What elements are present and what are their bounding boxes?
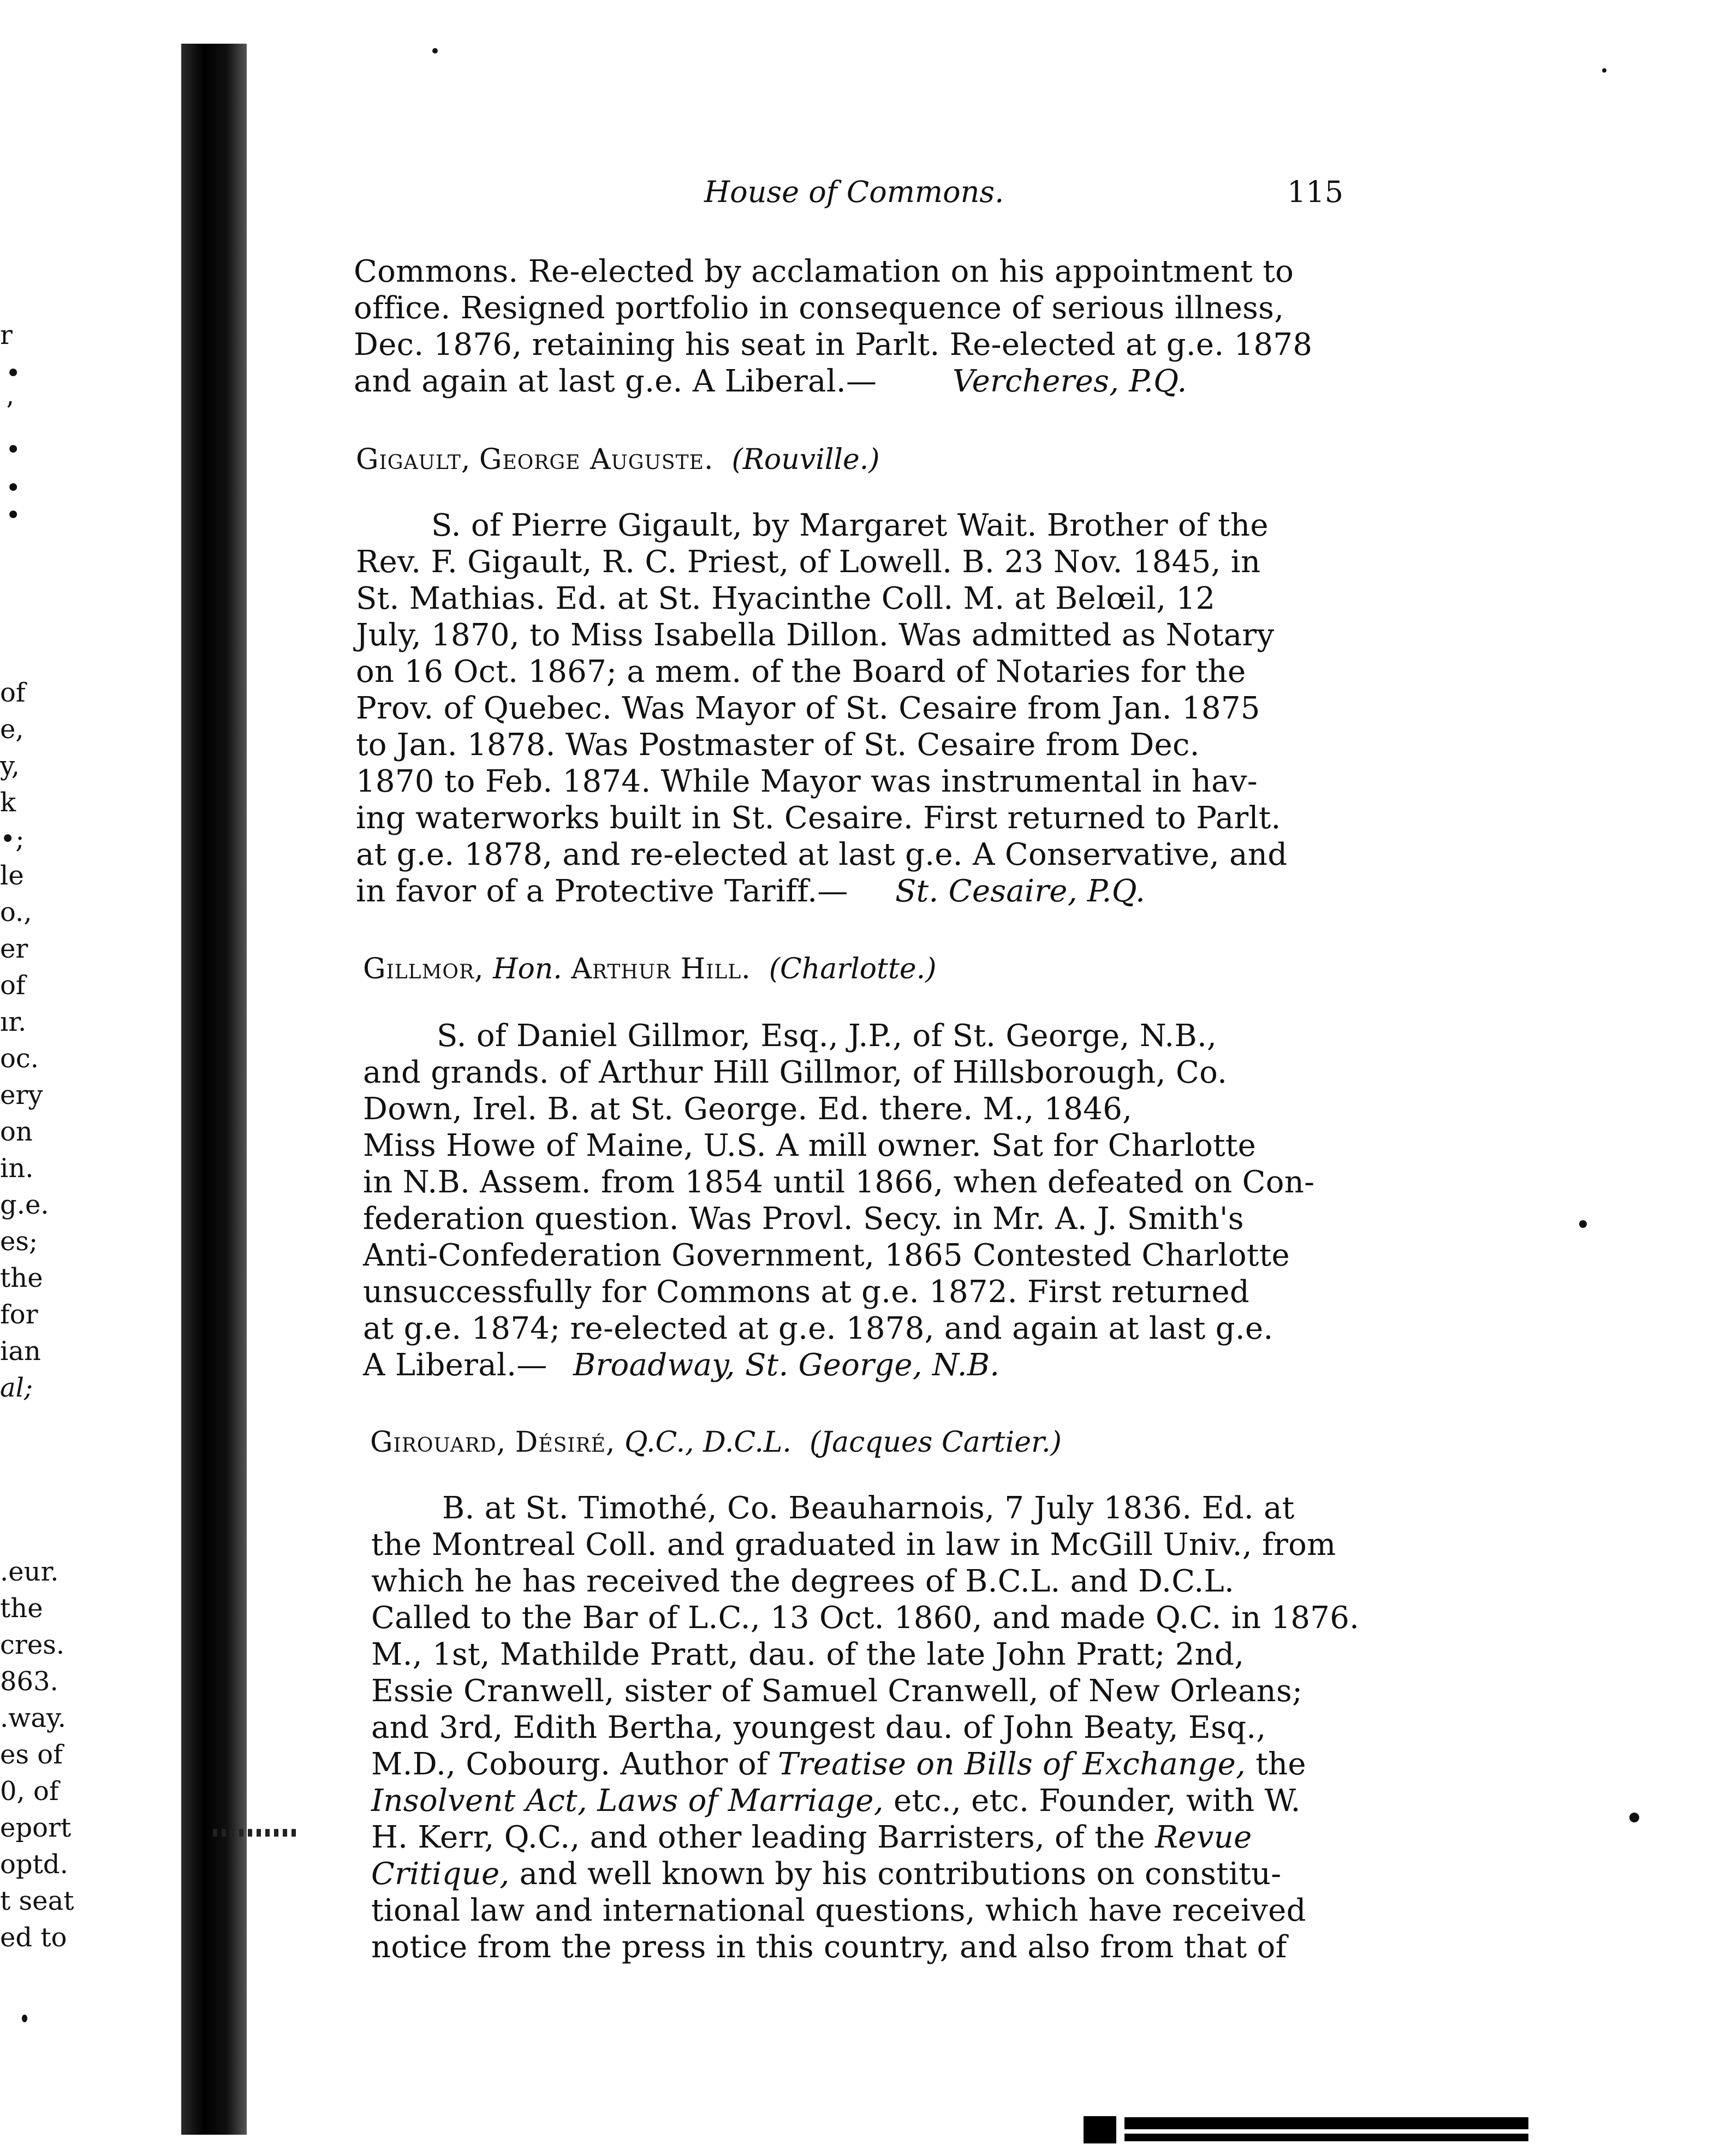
page-number: 115	[1287, 175, 1344, 209]
text-line: Dec. 1876, retaining his seat in Parlt. Re-elected at g.e. 1878	[354, 327, 1313, 363]
residence: St. Cesaire, P.Q.	[895, 874, 1146, 909]
text-line: to Jan. 1878. Was Postmaster of St. Cesaire from Dec.	[356, 727, 1200, 763]
prev-fragment: ır.	[0, 1007, 27, 1037]
journal-title: Revue	[1154, 1820, 1252, 1855]
text-run: the	[1255, 1747, 1306, 1782]
prev-fragment: eport	[0, 1813, 72, 1843]
text-line: on 16 Oct. 1867; a mem. of the Board of Notaries for the	[356, 654, 1246, 690]
text-line	[371, 1783, 1301, 1819]
prev-fragment: •	[5, 358, 21, 389]
text-line: S. of Daniel Gillmor, Esq., J.P., of St. George, N.B.,	[437, 1018, 1217, 1054]
entry-heading: Gigault, George Auguste. (Rouville.)	[356, 443, 880, 476]
text-line: office. Resigned portfolio in consequence of serious illness,	[354, 290, 1284, 326]
prev-fragment: es;	[0, 1226, 38, 1257]
text-line: ing waterworks built in St. Cesaire. First returned to Parlt.	[356, 800, 1281, 836]
prev-fragment: r	[0, 320, 13, 351]
residence: Vercheres, P.Q.	[953, 364, 1187, 399]
prev-fragment: le	[0, 860, 24, 891]
text-line: S. of Pierre Gigault, by Margaret Wait. Brother of the	[431, 508, 1269, 543]
riding: (Jacques Cartier.)	[810, 1426, 1062, 1459]
prev-fragment: ed to	[0, 1922, 67, 1953]
text-line: Anti-Confederation Government, 1865 Contested Charlotte	[363, 1238, 1290, 1273]
text-line: and grands. of Arthur Hill Gillmor, of Hillsborough, Co.	[363, 1055, 1228, 1090]
text-line: and again at last g.e. A Liberal.—	[354, 364, 877, 399]
prev-fragment: •	[5, 473, 21, 503]
text-run: etc., etc. Founder, with W.	[893, 1783, 1301, 1819]
given-names: Désiré,	[515, 1426, 616, 1459]
text-line	[371, 1820, 1252, 1855]
prev-fragment: in.	[0, 1153, 34, 1184]
prev-fragment: of	[0, 678, 26, 708]
text-line: the Montreal Coll. and graduated in law in McGill Univ., from	[371, 1527, 1336, 1563]
prev-fragment: •	[5, 435, 21, 465]
prev-fragment: ian	[0, 1336, 41, 1367]
text-line: in N.B. Assem. from 1854 until 1866, when defeated on Con-	[363, 1165, 1315, 1200]
residence: Broadway, St. George, N.B.	[573, 1347, 1000, 1383]
prev-fragment: the	[0, 1593, 43, 1624]
prev-fragment: .way.	[0, 1703, 66, 1733]
riding: (Rouville.)	[731, 443, 880, 476]
prev-fragment: oc.	[0, 1043, 39, 1074]
prev-fragment: ’	[5, 396, 14, 427]
prev-fragment: •	[5, 500, 21, 531]
prev-fragment: the	[0, 1263, 43, 1293]
book-title: Treatise on Bills of Exchange,	[777, 1747, 1246, 1782]
text-line: at g.e. 1878, and re-elected at last g.e. A Conservative, and	[356, 837, 1288, 872]
surname: Girouard,	[370, 1426, 507, 1459]
text-line: Prov. of Quebec. Was Mayor of St. Cesaire from Jan. 1875	[356, 691, 1260, 726]
text-line: Called to the Bar of L.C., 13 Oct. 1860, and made Q.C. in 1876.	[371, 1600, 1360, 1636]
text-line: federation question. Was Provl. Secy. in Mr. A. J. Smith's	[363, 1201, 1244, 1237]
surname: Gigault	[356, 443, 461, 476]
text-line: B. at St. Timothé, Co. Beauharnois, 7 July 1836. Ed. at	[442, 1490, 1295, 1526]
prev-fragment: y,	[0, 751, 20, 781]
prev-fragment: 863.	[0, 1666, 58, 1697]
text-run: and well known by his contributions on constitu-	[519, 1856, 1282, 1892]
text-line: St. Mathias. Ed. at St. Hyacinthe Coll. M. at Belœil, 12	[356, 581, 1216, 616]
prev-fragment: g.e.	[0, 1190, 49, 1220]
text-run: H. Kerr, Q.C., and other leading Barristers, of the	[371, 1820, 1145, 1855]
text-line: which he has received the degrees of B.C.L. and D.C.L.	[371, 1564, 1235, 1599]
prev-fragment: .eur.	[0, 1557, 59, 1587]
entry-heading	[370, 1426, 1062, 1459]
scan-speck	[22, 2015, 27, 2022]
entry-heading	[363, 953, 936, 985]
text-line: and 3rd, Edith Bertha, youngest dau. of John Beaty, Esq.,	[371, 1710, 1266, 1745]
scan-speck	[1579, 1220, 1587, 1228]
text-line: Down, Irel. B. at St. George. Ed. there. M., 1846,	[363, 1091, 1133, 1127]
prev-fragment: ery	[0, 1080, 43, 1110]
prev-fragment: cres.	[0, 1630, 65, 1660]
text-line: A Liberal.—	[363, 1347, 547, 1383]
scan-mark	[1084, 2116, 1116, 2143]
text-line: Miss Howe of Maine, U.S. A mill owner. Sat for Charlotte	[363, 1128, 1257, 1163]
running-head: House of Commons.	[704, 175, 1004, 209]
prev-fragment: es of	[0, 1739, 63, 1770]
prev-fragment: k	[0, 787, 16, 818]
scan-speck	[1602, 68, 1606, 73]
text-run: M.D., Cobourg. Author of	[371, 1747, 768, 1782]
scan-rule	[1124, 2117, 1528, 2129]
prev-fragment: 0, of	[0, 1776, 59, 1807]
text-line	[371, 1747, 1306, 1782]
text-line: unsuccessfully for Commons at g.e. 1872. First returned	[363, 1274, 1250, 1310]
prev-fragment: t seat	[0, 1886, 74, 1916]
prev-fragment: e,	[0, 714, 24, 745]
prev-fragment: er	[0, 934, 28, 964]
prev-fragment: •;	[0, 824, 25, 854]
prev-fragment: al;	[0, 1373, 33, 1403]
prev-fragment: of	[0, 970, 26, 1001]
surname: Gillmor,	[363, 953, 484, 985]
given-names: Arthur Hill.	[571, 953, 751, 985]
scan-rule	[1124, 2134, 1528, 2141]
text-line: July, 1870, to Miss Isabella Dillon. Was admitted as Notary	[356, 617, 1275, 653]
given-names: George Auguste.	[479, 443, 714, 476]
text-line: Essie Cranwell, sister of Samuel Cranwell, of New Orleans;	[371, 1673, 1303, 1709]
scan-speck	[432, 48, 438, 54]
prev-fragment: o.,	[0, 897, 32, 928]
prev-fragment: for	[0, 1299, 38, 1330]
prev-fragment: on	[0, 1116, 33, 1147]
text-line: Commons. Re-elected by acclamation on his appointment to	[354, 254, 1294, 289]
prev-fragment: optd.	[0, 1849, 68, 1880]
honours: Q.C., D.C.L.	[624, 1426, 791, 1459]
text-line: M., 1st, Mathilde Pratt, dau. of the late John Pratt; 2nd,	[371, 1637, 1245, 1672]
text-line	[371, 1856, 1281, 1892]
honorific: Hon.	[493, 953, 562, 985]
text-line: Rev. F. Gigault, R. C. Priest, of Lowell. B. 23 Nov. 1845, in	[356, 544, 1261, 580]
scan-speck	[1629, 1813, 1639, 1822]
text-line: tional law and international questions, which have received	[371, 1893, 1306, 1928]
riding: (Charlotte.)	[769, 953, 937, 985]
journal-title: Critique,	[371, 1856, 510, 1892]
text-line: 1870 to Feb. 1874. While Mayor was instrumental in hav-	[356, 764, 1258, 799]
text-line: at g.e. 1874; re-elected at g.e. 1878, and again at last g.e.	[363, 1311, 1273, 1346]
text-line: in favor of a Protective Tariff.—	[356, 874, 848, 909]
book-title: Insolvent Act, Laws of Marriage,	[371, 1783, 884, 1819]
text-line: notice from the press in this country, and also from that of	[371, 1929, 1287, 1965]
